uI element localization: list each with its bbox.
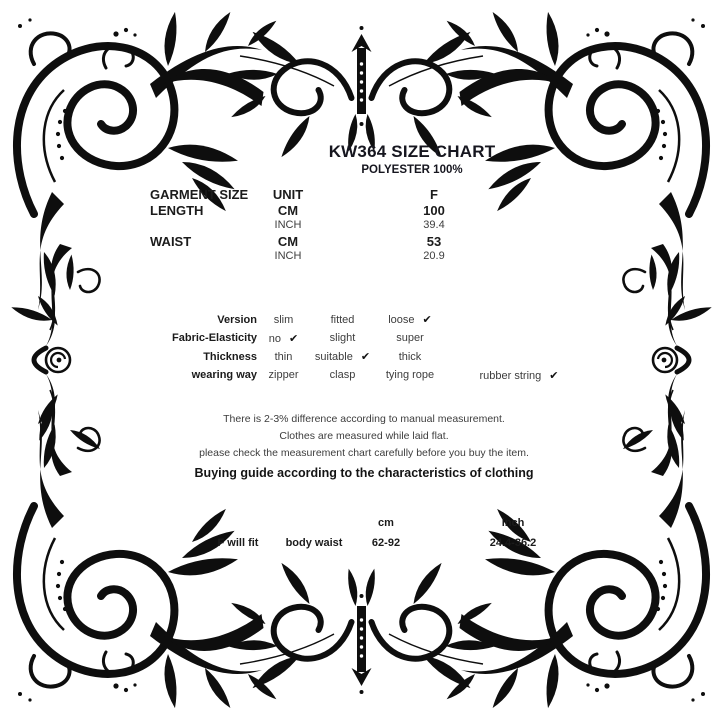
page-title: KW364 SIZE CHART <box>328 142 496 161</box>
option-label: no <box>268 332 282 345</box>
fit-inch-range: 24.4-36.2 <box>489 536 537 549</box>
size-table <box>150 187 547 265</box>
waist-label: WAIST <box>150 233 192 249</box>
waist-inch-value: 20.9 <box>423 250 445 263</box>
length-label: LENGTH <box>150 202 204 218</box>
fit-table <box>195 514 601 553</box>
option-clasp: clasp <box>329 369 356 382</box>
option-label: loose <box>388 314 415 326</box>
note-line: please check the measurement chart carefully before you buy the item. <box>199 447 529 459</box>
table-row <box>150 234 547 250</box>
option-fitted: fitted <box>330 313 355 326</box>
size-table-header-garment: GARMENT SIZE <box>150 187 249 202</box>
check-icon: ✔ <box>422 313 432 326</box>
elasticity-label: Fabric-Elasticity <box>172 332 257 345</box>
option-zipper: zipper <box>268 369 299 382</box>
wearing-way-row <box>137 367 593 386</box>
thickness-row <box>137 348 593 367</box>
fit-body-waist-label: body waist <box>285 536 343 549</box>
note-line: Clothes are measured while laid flat. <box>279 430 449 442</box>
border-top-center-ornament <box>164 19 560 157</box>
fit-header-cm: cm <box>378 517 394 529</box>
thickness-label: Thickness <box>203 350 257 363</box>
fit-table-data-row <box>195 534 601 554</box>
empty-cell <box>281 514 347 534</box>
buying-guide-heading: Buying guide according to the characteristics of clothing <box>194 466 534 480</box>
characteristics-table <box>137 311 593 385</box>
length-inch-value: 39.4 <box>423 219 445 232</box>
empty-cell <box>445 348 593 367</box>
empty-cell <box>445 311 593 330</box>
elasticity-row <box>137 330 593 349</box>
check-icon: ✔ <box>289 331 299 345</box>
table-row <box>150 249 547 265</box>
length-cm-unit: CM <box>277 202 299 218</box>
note-line: There is 2-3% difference according to manual measurement. <box>223 413 505 425</box>
option-tying-rope: tying rope <box>385 369 435 382</box>
option-thick: thick <box>398 350 422 363</box>
check-icon: ✔ <box>549 368 559 382</box>
option-no <box>257 330 310 349</box>
size-table-header-unit: UNIT <box>272 187 304 202</box>
table-row <box>150 203 547 219</box>
length-inch-unit: INCH <box>274 219 302 232</box>
waist-cm-unit: CM <box>277 233 299 249</box>
check-icon: ✔ <box>360 350 371 364</box>
empty-cell <box>150 249 255 265</box>
option-super: super <box>396 332 424 345</box>
fit-table-header-row <box>195 514 601 534</box>
waist-cm-value: 53 <box>426 233 442 249</box>
version-row <box>137 311 593 330</box>
border-bottom-center-ornament <box>164 563 560 701</box>
wearing-way-label: wearing way <box>191 369 257 382</box>
option-label: suitable <box>314 351 353 364</box>
fit-size-label: F will fit <box>217 536 259 549</box>
version-label: Version <box>217 313 257 326</box>
option-thin: thin <box>274 350 293 363</box>
measurement-notes <box>64 411 664 462</box>
fit-header-inch: inch <box>501 517 525 529</box>
option-suitable <box>310 348 375 367</box>
option-rubber-string <box>445 367 593 386</box>
empty-cell <box>445 330 593 349</box>
fabric-subtitle: POLYESTER 100% <box>361 164 463 176</box>
table-row <box>150 218 547 234</box>
option-slight: slight <box>329 332 356 345</box>
option-loose <box>375 311 445 330</box>
waist-inch-unit: INCH <box>274 250 302 263</box>
size-table-header-size-f: F <box>430 187 438 202</box>
empty-cell <box>195 514 281 534</box>
empty-cell <box>150 218 255 234</box>
length-cm-value: 100 <box>423 202 445 218</box>
option-label: rubber string <box>479 369 542 382</box>
size-table-header-row <box>150 187 547 203</box>
option-slim: slim <box>273 313 294 326</box>
fit-cm-range: 62-92 <box>371 536 401 549</box>
